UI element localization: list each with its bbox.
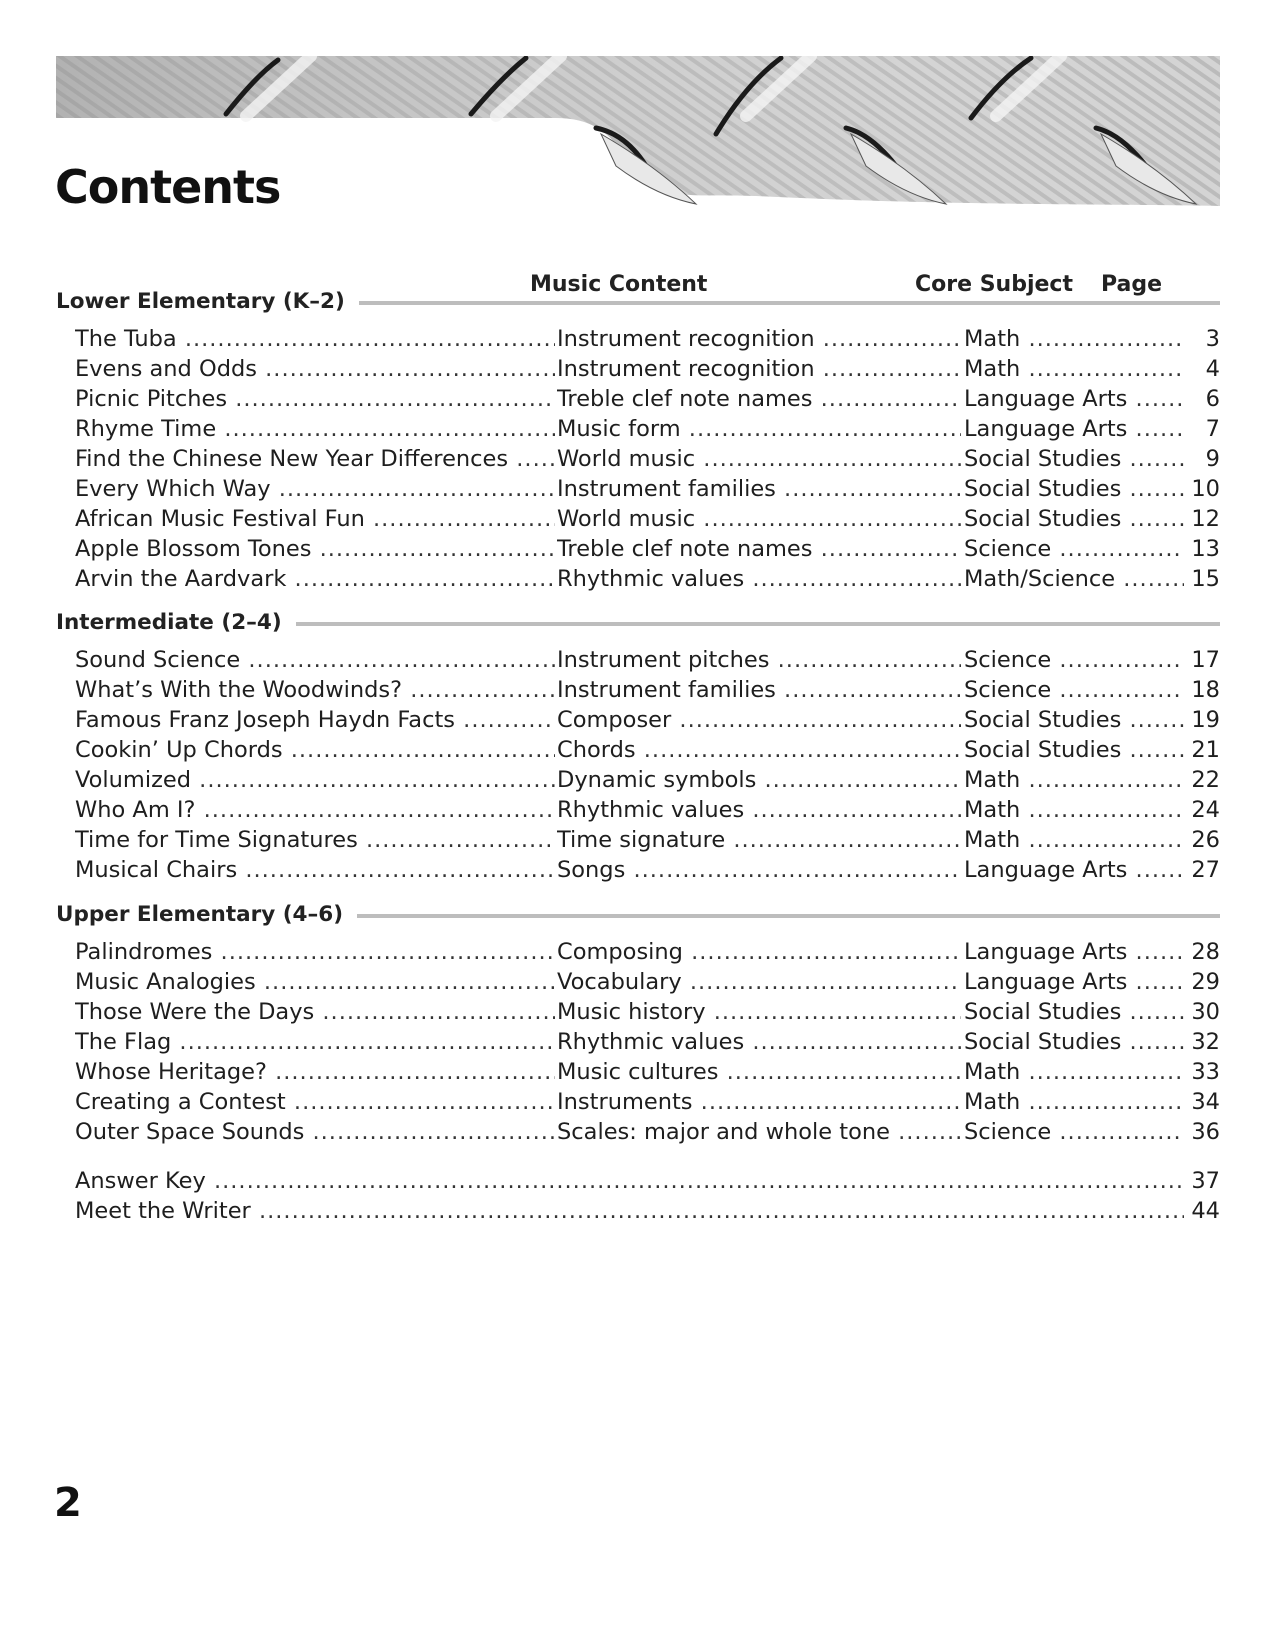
toc-row[interactable] bbox=[56, 967, 1220, 997]
toc-row[interactable] bbox=[56, 795, 1220, 825]
section-heading: Lower Elementary (K–2) bbox=[56, 288, 345, 314]
page-ref: 22 bbox=[1191, 767, 1220, 793]
activity-title: Outer Space Sounds ..... bbox=[75, 1117, 555, 1147]
toc-row[interactable] bbox=[56, 474, 1220, 504]
core-subject: Math ..... bbox=[964, 795, 1184, 825]
toc-row[interactable] bbox=[56, 855, 1220, 885]
activity-title: Cookin’ Up Chords ..... bbox=[75, 735, 555, 765]
activity-title: Those Were the Days ..... bbox=[75, 997, 555, 1027]
activity-title: Whose Heritage? ..... bbox=[75, 1057, 555, 1087]
core-subject: Language Arts ..... bbox=[964, 384, 1184, 414]
activity-title: Volumized ..... bbox=[75, 765, 555, 795]
toc-row[interactable] bbox=[56, 504, 1220, 534]
core-subject: Social Studies ..... bbox=[964, 504, 1184, 534]
section-divider bbox=[359, 301, 1220, 305]
toc-row[interactable] bbox=[56, 675, 1220, 705]
page-number: 2 bbox=[54, 1480, 82, 1526]
page-ref: 9 bbox=[1205, 446, 1220, 472]
music-content: Treble clef note names ..... bbox=[557, 384, 961, 414]
core-subject: Math ..... bbox=[964, 1087, 1184, 1117]
core-subject: Social Studies ..... bbox=[964, 735, 1184, 765]
section-heading: Intermediate (2–4) bbox=[56, 609, 282, 635]
activity-title: Creating a Contest ..... bbox=[75, 1087, 555, 1117]
music-content: Music form ..... bbox=[557, 414, 961, 444]
toc-row[interactable] bbox=[56, 354, 1220, 384]
section-intermediate bbox=[56, 607, 1220, 885]
toc-row[interactable] bbox=[56, 645, 1220, 675]
music-content: Composer ..... bbox=[557, 705, 961, 735]
core-subject: Social Studies ..... bbox=[964, 444, 1184, 474]
toc-row[interactable] bbox=[56, 444, 1220, 474]
core-subject: Science ..... bbox=[964, 675, 1184, 705]
activity-title: Famous Franz Joseph Haydn Facts ..... bbox=[75, 705, 555, 735]
core-subject: Language Arts ..... bbox=[964, 414, 1184, 444]
column-header-music-content: Music Content bbox=[530, 272, 708, 297]
page-ref: 19 bbox=[1191, 707, 1220, 733]
music-content: Dynamic symbols ..... bbox=[557, 765, 961, 795]
page-ref: 34 bbox=[1191, 1089, 1220, 1115]
page-ref: 28 bbox=[1191, 939, 1220, 965]
toc-row[interactable] bbox=[56, 735, 1220, 765]
toc-row-meet-the-writer[interactable] bbox=[56, 1196, 1220, 1226]
music-content: Instrument recognition ..... bbox=[557, 324, 961, 354]
page-ref: 18 bbox=[1191, 677, 1220, 703]
toc-row[interactable] bbox=[56, 324, 1220, 354]
activity-title: What’s With the Woodwinds? ..... bbox=[75, 675, 555, 705]
core-subject: Math ..... bbox=[964, 1057, 1184, 1087]
core-subject: Social Studies ..... bbox=[964, 705, 1184, 735]
toc-row[interactable] bbox=[56, 1057, 1220, 1087]
core-subject: Language Arts ..... bbox=[964, 967, 1184, 997]
music-content: Rhythmic values ..... bbox=[557, 795, 961, 825]
toc-row[interactable] bbox=[56, 564, 1220, 594]
activity-title: Every Which Way ..... bbox=[75, 474, 555, 504]
music-content: Instrument recognition ..... bbox=[557, 354, 961, 384]
page-ref: 3 bbox=[1205, 326, 1220, 352]
toc-row[interactable] bbox=[56, 1117, 1220, 1147]
core-subject: Science ..... bbox=[964, 645, 1184, 675]
activity-title: African Music Festival Fun ..... bbox=[75, 504, 555, 534]
core-subject: Math ..... bbox=[964, 765, 1184, 795]
music-content: Instrument families ..... bbox=[557, 474, 961, 504]
page-ref: 44 bbox=[1191, 1198, 1220, 1224]
page-ref: 37 bbox=[1191, 1168, 1220, 1194]
core-subject: Social Studies ..... bbox=[964, 1027, 1184, 1057]
core-subject: Math ..... bbox=[964, 825, 1184, 855]
music-content: Vocabulary ..... bbox=[557, 967, 961, 997]
page-ref: 36 bbox=[1191, 1119, 1220, 1145]
music-content: Treble clef note names ..... bbox=[557, 534, 961, 564]
music-content: Rhythmic values ..... bbox=[557, 564, 961, 594]
toc-row[interactable] bbox=[56, 765, 1220, 795]
page-ref: 27 bbox=[1191, 857, 1220, 883]
activity-title: Who Am I? ..... bbox=[75, 795, 555, 825]
activity-title: Time for Time Signatures ..... bbox=[75, 825, 555, 855]
section-upper-elementary bbox=[56, 899, 1220, 1147]
page-ref: 29 bbox=[1191, 969, 1220, 995]
activity-title: The Flag ..... bbox=[75, 1027, 555, 1057]
activity-title: Music Analogies ..... bbox=[75, 967, 555, 997]
column-header-core-subject: Core Subject bbox=[915, 272, 1073, 297]
page-ref: 30 bbox=[1191, 999, 1220, 1025]
music-content: Rhythmic values ..... bbox=[557, 1027, 961, 1057]
page-ref: 15 bbox=[1191, 566, 1220, 592]
music-content: World music ..... bbox=[557, 444, 961, 474]
page-ref: 13 bbox=[1191, 536, 1220, 562]
page-title: Contents bbox=[55, 160, 281, 214]
activity-title: Arvin the Aardvark ..... bbox=[75, 564, 555, 594]
activity-title: Palindromes ..... bbox=[75, 937, 555, 967]
entry-title: Meet the Writer ..... bbox=[75, 1196, 1184, 1226]
section-lower-elementary bbox=[56, 286, 1220, 594]
core-subject: Math/Science ..... bbox=[964, 564, 1184, 594]
activity-title: Musical Chairs ..... bbox=[75, 855, 555, 885]
music-content: Chords ..... bbox=[557, 735, 961, 765]
core-subject: Language Arts ..... bbox=[964, 937, 1184, 967]
toc-row[interactable] bbox=[56, 705, 1220, 735]
section-back-matter bbox=[56, 1166, 1220, 1226]
core-subject: Math ..... bbox=[964, 354, 1184, 384]
column-header-page: Page bbox=[1101, 272, 1163, 297]
page-ref: 4 bbox=[1205, 356, 1220, 382]
core-subject: Science ..... bbox=[964, 1117, 1184, 1147]
page-ref: 32 bbox=[1191, 1029, 1220, 1055]
activity-title: Find the Chinese New Year Differences ..... bbox=[75, 444, 555, 474]
page-ref: 7 bbox=[1205, 416, 1220, 442]
music-content: Time signature ..... bbox=[557, 825, 961, 855]
music-content: Instrument pitches ..... bbox=[557, 645, 961, 675]
toc-row[interactable] bbox=[56, 997, 1220, 1027]
toc-row-answer-key[interactable] bbox=[56, 1166, 1220, 1196]
music-content: World music ..... bbox=[557, 504, 961, 534]
activity-title: Apple Blossom Tones ..... bbox=[75, 534, 555, 564]
music-content: Songs ..... bbox=[557, 855, 961, 885]
music-content: Scales: major and whole tone ..... bbox=[557, 1117, 961, 1147]
music-content: Instruments ..... bbox=[557, 1087, 961, 1117]
core-subject: Social Studies ..... bbox=[964, 997, 1184, 1027]
page-ref: 21 bbox=[1191, 737, 1220, 763]
toc-row[interactable] bbox=[56, 1027, 1220, 1057]
music-content: Instrument families ..... bbox=[557, 675, 961, 705]
entry-title: Answer Key ..... bbox=[75, 1166, 1184, 1196]
music-content: Music history ..... bbox=[557, 997, 961, 1027]
music-content: Music cultures ..... bbox=[557, 1057, 961, 1087]
page-ref: 12 bbox=[1191, 506, 1220, 532]
page-ref: 10 bbox=[1191, 476, 1220, 502]
toc-row[interactable] bbox=[56, 1087, 1220, 1117]
page-ref: 17 bbox=[1191, 647, 1220, 673]
core-subject: Social Studies ..... bbox=[964, 474, 1184, 504]
activity-title: Evens and Odds ..... bbox=[75, 354, 555, 384]
activity-title: The Tuba ..... bbox=[75, 324, 555, 354]
activity-title: Sound Science ..... bbox=[75, 645, 555, 675]
toc-row[interactable] bbox=[56, 825, 1220, 855]
toc-row[interactable] bbox=[56, 937, 1220, 967]
core-subject: Science ..... bbox=[964, 534, 1184, 564]
activity-title: Rhyme Time ..... bbox=[75, 414, 555, 444]
toc-row[interactable] bbox=[56, 534, 1220, 564]
music-content: Composing ..... bbox=[557, 937, 961, 967]
page-ref: 33 bbox=[1191, 1059, 1220, 1085]
section-heading: Upper Elementary (4–6) bbox=[56, 901, 344, 927]
page-ref: 26 bbox=[1191, 827, 1220, 853]
section-divider bbox=[296, 622, 1220, 626]
core-subject: Language Arts ..... bbox=[964, 855, 1184, 885]
section-divider bbox=[357, 914, 1220, 918]
page-ref: 24 bbox=[1191, 797, 1220, 823]
core-subject: Math ..... bbox=[964, 324, 1184, 354]
page-ref: 6 bbox=[1205, 386, 1220, 412]
activity-title: Picnic Pitches ..... bbox=[75, 384, 555, 414]
toc-row[interactable] bbox=[56, 384, 1220, 414]
toc-row[interactable] bbox=[56, 414, 1220, 444]
